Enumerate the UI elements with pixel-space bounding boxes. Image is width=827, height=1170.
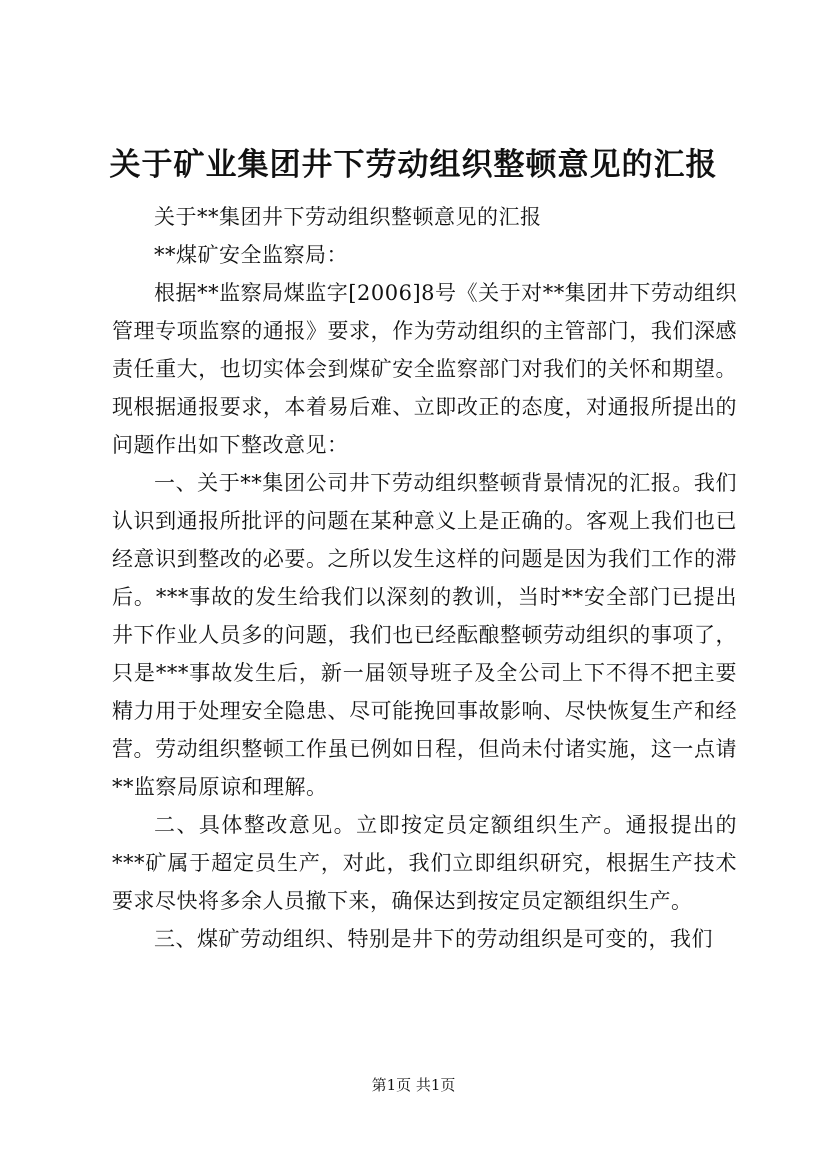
- paragraph-section-three: 三、煤矿劳动组织、特别是井下的劳动组织是可变的，我们: [154, 927, 713, 951]
- paragraph-section-two: 二、具体整改意见。立即按定员定额组织生产。通报提出的***矿属于超定员生产，对此，我们立即组织研究，根据生产技术要求尽快将多余人员撤下来，确保达到按定员定额组织生产。: [112, 813, 737, 913]
- paragraph-addressee: **煤矿安全监察局：: [154, 243, 348, 267]
- page-footer: 第1页 共1页: [371, 1076, 456, 1094]
- document-title: 关于矿业集团井下劳动组织整顿意见的汇报: [109, 147, 718, 183]
- paragraph-section-one: 一、关于**集团公司井下劳动组织整顿背景情况的汇报。我们认识到通报所批评的问题在某种意义上是正确的。客观上我们也已经意识到整改的必要。之所以发生这样的问题是因为我们工作的滞后。***事故的发生给我们以深刻的教训，当时**安全部门已提出井下作业人员多的问题，我们也已经酝酿整顿劳动组织的事项了，只是***事故发生后，新一届领导班子及全公司上下不得不把主要精力用于处理安全隐患、尽可能挽回事故影响、尽快恢复生产和经营。劳动组织整顿工作虽已例如日程，但尚未付诸实施，这一点请**监察局原谅和理解。: [112, 471, 737, 799]
- paragraph-intro: 根据**监察局煤监字[2006]8号《关于对**集团井下劳动组织管理专项监察的通报》要求，作为劳动组织的主管部门，我们深感责任重大，也切实体会到煤矿安全监察部门对我们的关怀和期望。现根据通报要求，本着易后难、立即改正的态度，对通报所提出的问题作出如下整改意见：: [112, 281, 737, 457]
- paragraph-heading: 关于**集团井下劳动组织整顿意见的汇报: [154, 205, 542, 229]
- document-body: [112, 198, 737, 958]
